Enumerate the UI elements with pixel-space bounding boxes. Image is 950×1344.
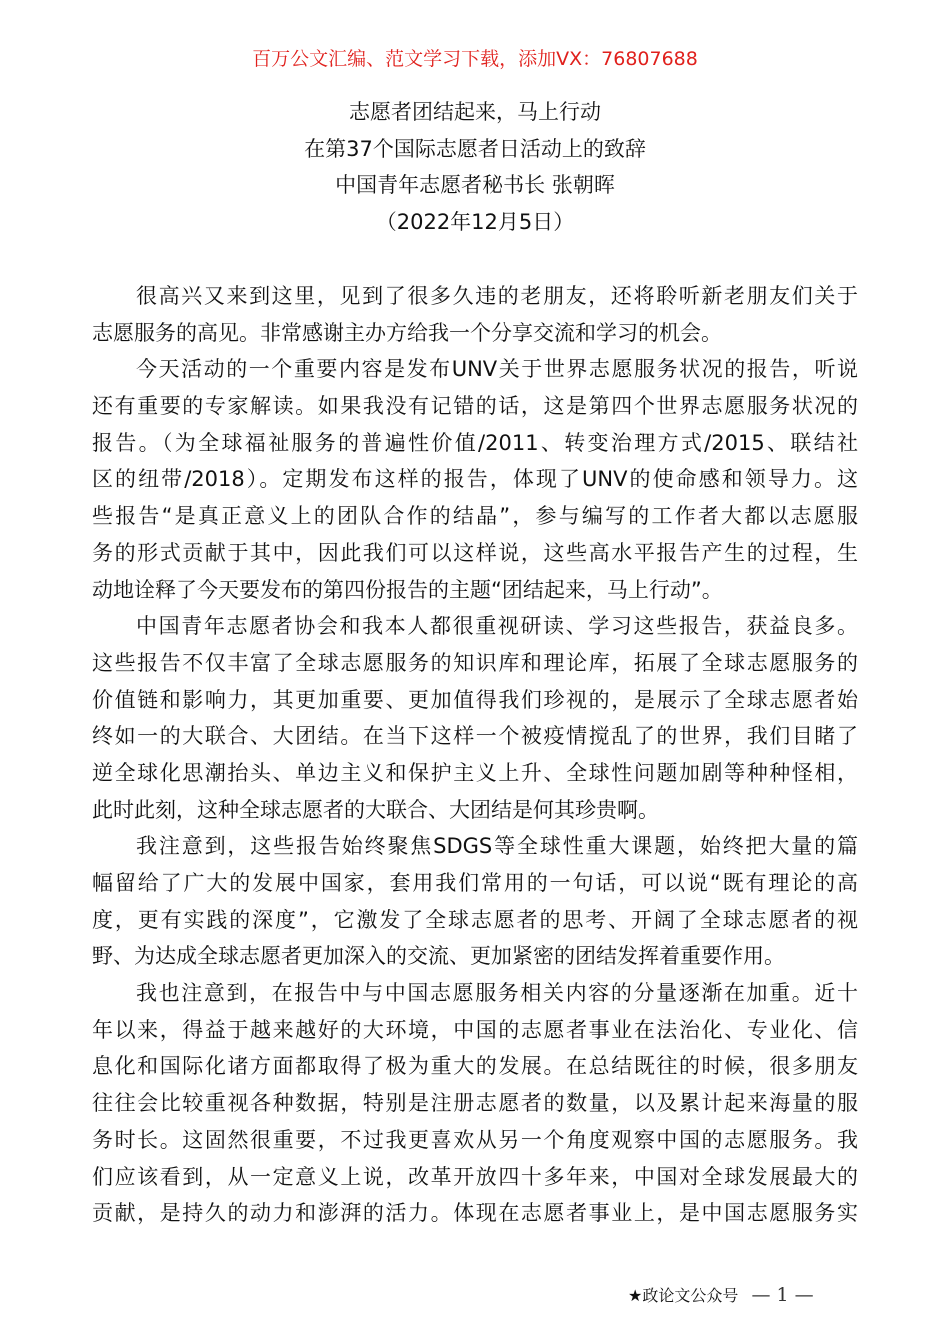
paragraph-line: 度，更有实践的深度”，它激发了全球志愿者的思考、开阔了全球志愿者的视 (92, 907, 858, 932)
speech-date: （2022年12月5日） (375, 210, 575, 235)
page-number: — 1 — (751, 1284, 814, 1306)
paragraph-line: 年以来，得益于越来越好的大环境，中国的志愿者事业在法治化、专业化、信 (92, 1017, 858, 1042)
document-body (92, 278, 858, 1232)
paragraph-line: 很高兴又来到这里，见到了很多久违的老朋友，还将聆听新老朋友们关于 (136, 284, 858, 308)
paragraph-line: 价值链和影响力，其更加重要、更加值得我们珍视的，是展示了全球志愿者始 (92, 687, 858, 712)
paragraph-line: 务的形式贡献于其中，因此我们可以这样说，这些高水平报告产生的过程，生 (92, 540, 858, 565)
speaker-line: 中国青年志愿者秘书长 张朝晖 (335, 173, 615, 198)
paragraph (92, 278, 858, 351)
paragraph-line: 这些报告不仅丰富了全球志愿服务的知识库和理论库，拓展了全球志愿服务的 (92, 650, 858, 675)
paragraph (92, 351, 858, 608)
speech-subtitle: 在第37个国际志愿者日活动上的致辞 (304, 136, 646, 161)
paragraph-line: 今天活动的一个重要内容是发布UNV关于世界志愿服务状况的报告，听说 (136, 357, 858, 382)
paragraph-line: 幅留给了广大的发展中国家，套用我们常用的一句话，可以说“既有理论的高 (92, 871, 858, 895)
paragraph-line: 此时此刻，这种全球志愿者的大联合、大团结是何其珍贵啊。 (92, 797, 659, 822)
watermark-banner: 百万公文汇编、范文学习下载，添加VX：76807688 (252, 48, 698, 70)
speech-title: 志愿者团结起来，马上行动 (349, 100, 601, 124)
paragraph-line: 息化和国际化诸方面都取得了极为重大的发展。在总结既往的时候，很多朋友 (92, 1054, 858, 1079)
paragraph-line: 逆全球化思潮抬头、单边主义和保护主义上升、全球性问题加剧等种种怪相， (92, 760, 858, 785)
paragraph-line: 野、为达成全球志愿者更加深入的交流、更加紧密的团结发挥着重要作用。 (92, 944, 785, 969)
paragraph-line: 我也注意到，在报告中与中国志愿服务相关内容的分量逐渐在加重。近十 (136, 981, 858, 1006)
paragraph-line: 志愿服务的高见。非常感谢主办方给我一个分享交流和学习的机会。 (92, 320, 722, 345)
paragraph-line: 们应该看到，从一定意义上说，改革开放四十多年来，中国对全球发展最大的 (92, 1164, 858, 1189)
paragraph (92, 828, 858, 975)
footer-source: ★政论文公众号 (628, 1286, 739, 1305)
paragraph-line: 还有重要的专家解读。如果我没有记错的话，这是第四个世界志愿服务状况的 (92, 394, 858, 419)
paragraph-line: 动地诠释了今天要发布的第四份报告的主题“团结起来，马上行动”。 (92, 577, 723, 602)
paragraph-line: 终如一的大联合、大团结。在当下这样一个被疫情搅乱了的世界，我们目睹了 (92, 724, 858, 749)
paragraph-line: 些报告“是真正意义上的团队合作的结晶”，参与编写的工作者大都以志愿服 (92, 504, 858, 529)
paragraph (92, 608, 858, 828)
paragraph-line: 往往会比较重视各种数据，特别是注册志愿者的数量，以及累计起来海量的服 (92, 1091, 858, 1116)
page-footer (628, 1283, 814, 1308)
paragraph-line: 贡献，是持久的动力和澎湃的活力。体现在志愿者事业上，是中国志愿服务实 (92, 1201, 858, 1226)
paragraph-line: 务时长。这固然很重要，不过我更喜欢从另一个角度观察中国的志愿服务。我 (92, 1127, 858, 1152)
paragraph-line: 中国青年志愿者协会和我本人都很重视研读、学习这些报告，获益良多。 (136, 614, 858, 639)
paragraph-line: 我注意到，这些报告始终聚焦SDGS等全球性重大课题，始终把大量的篇 (136, 834, 858, 859)
title-block (0, 94, 950, 241)
paragraph (92, 975, 858, 1232)
paragraph-line: 区的纽带/2018）。定期发布这样的报告，体现了UNV的使命感和领导力。这 (92, 467, 858, 492)
paragraph-line: 报告。（为全球福祉服务的普遍性价值/2011、转变治理方式/2015、联结社 (92, 430, 858, 455)
